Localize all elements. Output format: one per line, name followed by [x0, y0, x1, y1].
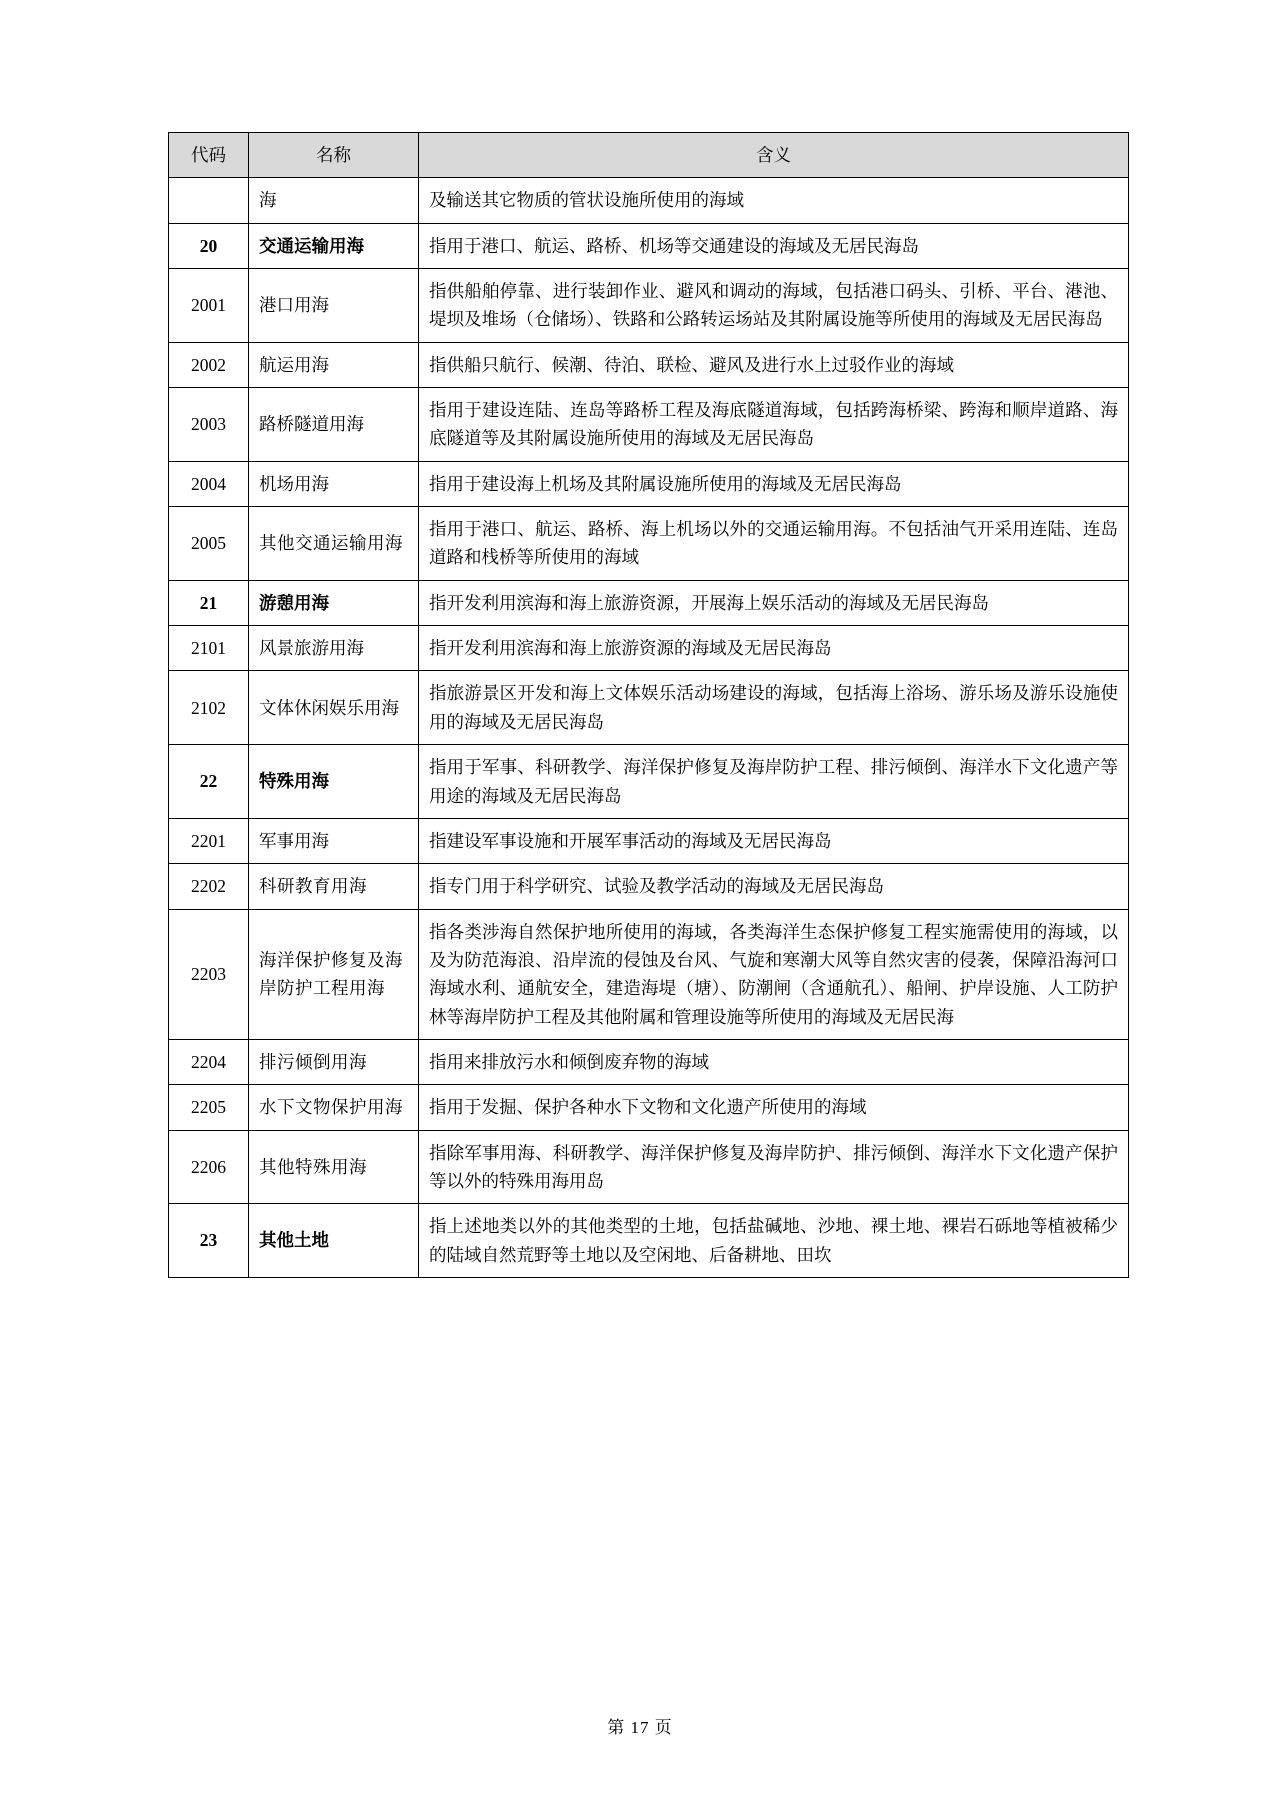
cell-code: 2206 — [169, 1130, 249, 1204]
cell-name: 科研教育用海 — [249, 864, 419, 909]
table-row — [169, 461, 1129, 506]
cell-code: 2202 — [169, 864, 249, 909]
cell-code: 2201 — [169, 818, 249, 863]
column-header-name: 名称 — [249, 133, 419, 178]
cell-code: 2204 — [169, 1039, 249, 1084]
cell-code: 21 — [169, 580, 249, 625]
table-row — [169, 864, 1129, 909]
cell-meaning: 指各类涉海自然保护地所使用的海域，各类海洋生态保护修复工程实施需使用的海域，以及为防范海浪、沿岸流的侵蚀及台风、气旋和寒潮大风等自然灾害的侵袭，保障沿海河口海域水利、通航安全，建造海堤（塘）、防潮闸（含通航孔）、船闸、护岸设施、人工防护林等海岸防护工程及其他附属和管理设施等所使用的海域及无居民海 — [419, 909, 1129, 1039]
cell-code: 23 — [169, 1204, 249, 1278]
cell-code: 2004 — [169, 461, 249, 506]
cell-meaning: 指用于建设海上机场及其附属设施所使用的海域及无居民海岛 — [419, 461, 1129, 506]
cell-meaning: 指用于军事、科研教学、海洋保护修复及海岸防护工程、排污倾倒、海洋水下文化遗产等用途的海域及无居民海岛 — [419, 745, 1129, 819]
table-row — [169, 745, 1129, 819]
cell-meaning: 及输送其它物质的管状设施所使用的海域 — [419, 178, 1129, 223]
cell-name: 排污倾倒用海 — [249, 1039, 419, 1084]
table-row — [169, 909, 1129, 1039]
cell-meaning: 指除军事用海、科研教学、海洋保护修复及海岸防护、排污倾倒、海洋水下文化遗产保护等以外的特殊用海用岛 — [419, 1130, 1129, 1204]
table-row — [169, 1204, 1129, 1278]
cell-meaning: 指开发利用滨海和海上旅游资源的海域及无居民海岛 — [419, 626, 1129, 671]
cell-code: 2003 — [169, 388, 249, 462]
table-row — [169, 1039, 1129, 1084]
table-header-row — [169, 133, 1129, 178]
cell-meaning: 指供船舶停靠、进行装卸作业、避风和调动的海域，包括港口码头、引桥、平台、港池、堤坝及堆场（仓储场）、铁路和公路转运场站及其附属设施等所使用的海域及无居民海岛 — [419, 269, 1129, 343]
cell-name: 航运用海 — [249, 342, 419, 387]
cell-name: 其他土地 — [249, 1204, 419, 1278]
table-row — [169, 388, 1129, 462]
table-row — [169, 671, 1129, 745]
cell-code — [169, 178, 249, 223]
table-header — [169, 133, 1129, 178]
table-row — [169, 818, 1129, 863]
cell-code: 22 — [169, 745, 249, 819]
cell-meaning: 指供船只航行、候潮、待泊、联检、避风及进行水上过驳作业的海域 — [419, 342, 1129, 387]
cell-code: 2101 — [169, 626, 249, 671]
cell-name: 特殊用海 — [249, 745, 419, 819]
table-row — [169, 507, 1129, 581]
cell-name: 海 — [249, 178, 419, 223]
cell-meaning: 指用于港口、航运、路桥、机场等交通建设的海域及无居民海岛 — [419, 223, 1129, 268]
cell-name: 水下文物保护用海 — [249, 1085, 419, 1130]
cell-name: 文体休闲娱乐用海 — [249, 671, 419, 745]
cell-name: 港口用海 — [249, 269, 419, 343]
cell-meaning: 指上述地类以外的其他类型的土地，包括盐碱地、沙地、裸土地、裸岩石砾地等植被稀少的陆域自然荒野等土地以及空闲地、后备耕地、田坎 — [419, 1204, 1129, 1278]
table-body — [169, 178, 1129, 1278]
table-row — [169, 342, 1129, 387]
cell-code: 2205 — [169, 1085, 249, 1130]
land-sea-code-table — [168, 132, 1129, 1278]
cell-meaning: 指开发利用滨海和海上旅游资源，开展海上娱乐活动的海域及无居民海岛 — [419, 580, 1129, 625]
cell-meaning: 指用于港口、航运、路桥、海上机场以外的交通运输用海。不包括油气开采用连陆、连岛道路和栈桥等所使用的海域 — [419, 507, 1129, 581]
cell-name: 交通运输用海 — [249, 223, 419, 268]
cell-meaning: 指用来排放污水和倾倒废弃物的海域 — [419, 1039, 1129, 1084]
cell-name: 路桥隧道用海 — [249, 388, 419, 462]
cell-code: 20 — [169, 223, 249, 268]
table-row — [169, 178, 1129, 223]
cell-name: 海洋保护修复及海岸防护工程用海 — [249, 909, 419, 1039]
cell-name: 机场用海 — [249, 461, 419, 506]
cell-code: 2102 — [169, 671, 249, 745]
cell-meaning: 指建设军事设施和开展军事活动的海域及无居民海岛 — [419, 818, 1129, 863]
cell-name: 其他特殊用海 — [249, 1130, 419, 1204]
cell-name: 军事用海 — [249, 818, 419, 863]
cell-name: 其他交通运输用海 — [249, 507, 419, 581]
table-row — [169, 626, 1129, 671]
cell-meaning: 指用于发掘、保护各种水下文物和文化遗产所使用的海域 — [419, 1085, 1129, 1130]
column-header-code: 代码 — [169, 133, 249, 178]
table-row — [169, 1130, 1129, 1204]
cell-meaning: 指专门用于科学研究、试验及教学活动的海域及无居民海岛 — [419, 864, 1129, 909]
page-footer: 第 17 页 — [607, 1718, 673, 1737]
cell-code: 2203 — [169, 909, 249, 1039]
cell-code: 2005 — [169, 507, 249, 581]
cell-name: 游憩用海 — [249, 580, 419, 625]
cell-name: 风景旅游用海 — [249, 626, 419, 671]
column-header-meaning: 含义 — [419, 133, 1129, 178]
cell-meaning: 指用于建设连陆、连岛等路桥工程及海底隧道海域，包括跨海桥梁、跨海和顺岸道路、海底隧道等及其附属设施所使用的海域及无居民海岛 — [419, 388, 1129, 462]
table-row — [169, 269, 1129, 343]
cell-meaning: 指旅游景区开发和海上文体娱乐活动场建设的海域，包括海上浴场、游乐场及游乐设施使用的海域及无居民海岛 — [419, 671, 1129, 745]
table-row — [169, 580, 1129, 625]
cell-code: 2002 — [169, 342, 249, 387]
table-row — [169, 223, 1129, 268]
table-row — [169, 1085, 1129, 1130]
cell-code: 2001 — [169, 269, 249, 343]
